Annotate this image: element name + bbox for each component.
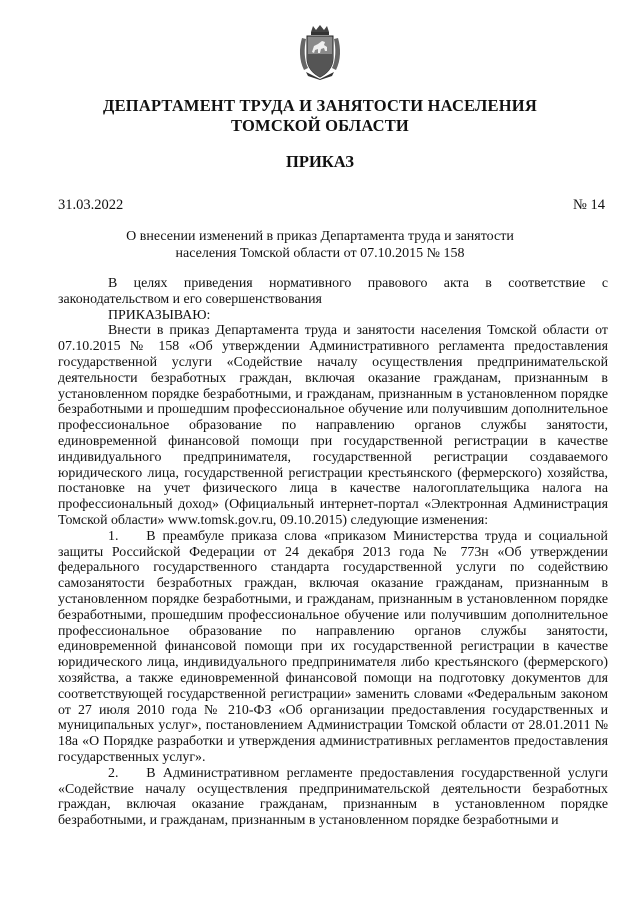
document-number: № 14 bbox=[573, 197, 605, 213]
item-1-paragraph: 1. В преамбуле приказа слова «приказом Министерства труда и социальной защиты Российской Федерации от 24 декабря 2013 года № 773н «Об утверждении федерального государственного стандарта государственной услуги по содействию самозанятости безработных граждан, включая оказание гражданам, признанным в установленном порядке безработными, и гражданам, признанным в установленном порядке безработными, прошедшим профессиональное обучение или получившим дополнительное профессиональное образование по направлению органов службы занятости, единовременной финансовой помощи при их государственной регистрации в качестве юридического лица, индивидуального предпринимателя либо крестьянского (фермерского) хозяйства, а также единовременной финансовой помощи на подготовку документов для соответствующей государственной регистрации» заменить словами «Федеральным законом от 27 июля 2010 года № 210-ФЗ «Об организации предоставления государственных и муниципальных услуг», постановлением Администрации Томской области от 28.01.2011 № 18а «О Порядке разработки и утверждения административных регламентов предоставления государственных услуг». bbox=[58, 528, 608, 765]
document-body bbox=[58, 276, 608, 829]
intro-paragraph: В целях приведения нормативного правового акта в соответствие с законодательством и его совершенствования bbox=[58, 276, 608, 307]
organization-line-1: ДЕПАРТАМЕНТ ТРУДА И ЗАНЯТОСТИ НАСЕЛЕНИЯ bbox=[103, 96, 537, 115]
organization-line-2: ТОМСКОЙ ОБЛАСТИ bbox=[231, 116, 409, 135]
document-type: ПРИКАЗ bbox=[286, 152, 354, 171]
item-2-paragraph: 2. В Административном регламенте предоставления государственной услуги «Содействие началу осуществления предпринимательской деятельности безработных граждан, включая оказание гражданам, признанным в установленном порядке безработными, и гражданам, признанным в установленном порядке безработными и bbox=[58, 765, 608, 829]
main-paragraph: Внести в приказ Департамента труда и занятости населения Томской области от 07.10.2015 № 158 «Об утверждении Административного регламента предоставления государственной услуги «Содействие началу осуществления предпринимательской деятельности безработных граждан, включая оказание гражданам, признанным в установленном порядке безработными, и гражданам, признанным в установленном порядке безработными и прошедшим профессиональное обучение или получившим дополнительное профессиональное образование по направлению органов службы занятости, единовременной финансовой помощи при государственной регистрации в качестве индивидуального предпринимателя, государственной регистрации создаваемого юридического лица, государственной регистрации крестьянского (фермерского) хозяйства, постановке на учет физического лица в качестве налогоплательщика налога на профессиональный доход» (Официальный интернет-портал «Электронная Администрация Томской области» www.tomsk.gov.ru, 09.10.2015) следующие изменения: bbox=[58, 323, 608, 528]
subject-line-2: населения Томской области от 07.10.2015 № 158 bbox=[175, 246, 465, 261]
document-date: 31.03.2022 bbox=[58, 197, 124, 213]
organization-name bbox=[40, 96, 600, 136]
order-word: ПРИКАЗЫВАЮ: bbox=[108, 307, 211, 323]
tomsk-coat-of-arms-icon bbox=[298, 24, 342, 80]
document-subject bbox=[100, 228, 540, 262]
subject-line-1: О внесении изменений в приказ Департамента труда и занятости bbox=[126, 229, 514, 244]
